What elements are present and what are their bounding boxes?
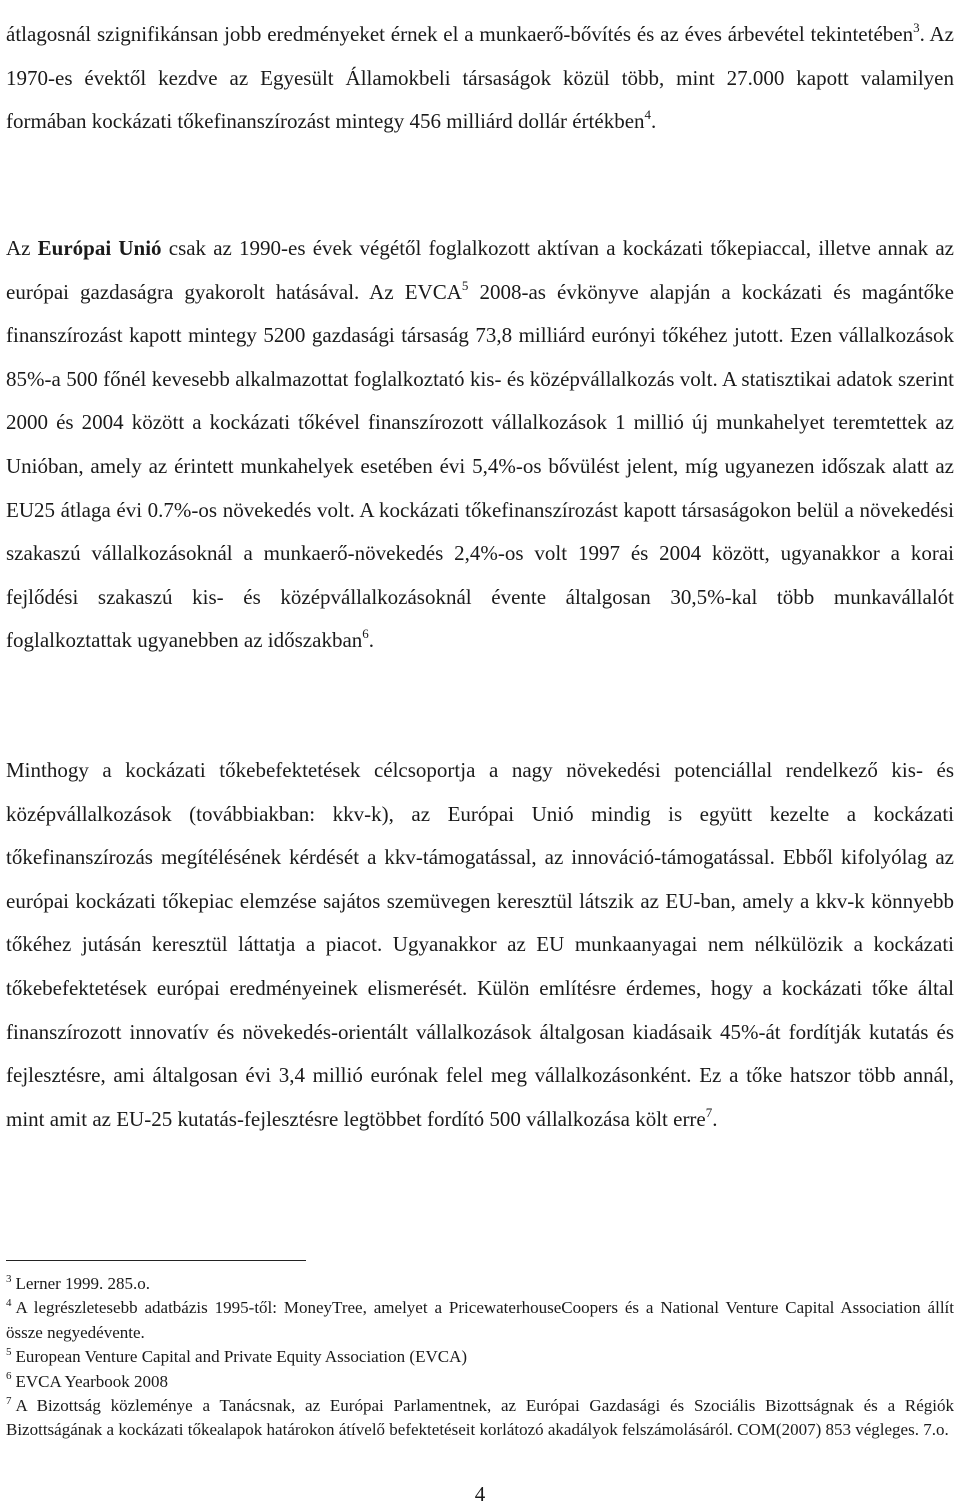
paragraph-kkv bbox=[6, 749, 954, 1141]
footnote-text: European Venture Capital and Private Equity Association (EVCA) bbox=[15, 1347, 468, 1367]
footnote-item bbox=[6, 1296, 954, 1345]
paragraph-text: . bbox=[368, 628, 375, 653]
footnote-number: 5 bbox=[6, 1346, 12, 1359]
footnotes bbox=[6, 1272, 954, 1443]
footnote-ref[interactable]: 4 bbox=[644, 107, 652, 123]
footnote-number: 4 bbox=[6, 1297, 12, 1310]
paragraph-text: Minthogy a kockázati tőkebefektetések célcsoportja a nagy növekedési potenciállal rendelkező kis- és középvállalkozások (továbbiakban: kkv-k), az Európai Unió mindig is együtt kezelte a kockázati tőkefinanszírozás megítélésének kérdését a kkv-támogatással, az innováció-támogatással. Ebből kifolyólag az európai kockázati tőkepiac elemzése sajátos szemüvegen keresztül látszik az EU-ban, amely a kkv-k könnyebb tőkéhez jutásán keresztül láttatja a piacot. Ugyanakkor az EU munkaanyagai nem nélkülözik a kockázati tőkebefektetések európai eredményeinek elismerését. Külön említésre érdemes, hogy a kockázati tőke által finanszírozott innovatív és növekedés-orientált vállalkozások általgosan kiadásaik 45%-át fordítják kutatás és fejlesztésre, ami általgosan évi 3,4 millió eurónak felel meg vállalkozásonként. Ez a tőke hatszor több annál, mint amit az EU-25 kutatás-fejlesztésre legtöbbet fordító 500 vállalkozása költ erre bbox=[6, 758, 954, 1131]
footnote-item bbox=[6, 1272, 954, 1296]
footnote-text: A legrészletesebb adatbázis 1995-től: MoneyTree, amelyet a PricewaterhouseCoopers és a National Venture Capital Association állít össze negyedévente. bbox=[6, 1298, 954, 1342]
page-number: 4 bbox=[474, 1482, 486, 1506]
paragraph-text: átlagosnál szignifikánsan jobb eredményeket érnek el a munkaerő-bővítés és az éves árbevétel tekintetében bbox=[6, 22, 914, 46]
paragraph-text: csak az 1990-es évek végétől foglalkozott aktívan a kockázati tőkepiaccal, illetve annak az európai gazdaságra gyakorolt hatásával. Az EVCA bbox=[6, 236, 954, 304]
footnote-text: EVCA Yearbook 2008 bbox=[15, 1371, 169, 1391]
footnote-text: Lerner 1999. 285.o. bbox=[15, 1274, 151, 1293]
footnote-ref[interactable]: 6 bbox=[362, 626, 369, 642]
footnote-item bbox=[6, 1345, 954, 1369]
paragraph-text: 2008-as évkönyve alapján a kockázati és magántőke finanszírozást kapott mintegy 5200 gazdasági társaság 73,8 milliárd eurónyi tőkéhez jutott. Ezen vállalkozások 85%-a 500 főnél kevesebb alkalmazottat foglalkoztató kis- és középvállalkozás volt. A statisztikai adatok szerint 2000 és 2004 között a kockázati tőkével finanszírozott vállalkozások 1 millió új munkahelyet teremtettek az Unióban, amely az érintett munkahelyek esetében évi 5,4%-os bővülést jelent, míg ugyanezen időszak alatt az EU25 átlaga évi 0.7%-os növekedés volt. A kockázati tőkefinanszírozást kapott társaságokon belül a növekedési szakaszú vállalkozásoknál a munkaerő-növekedés 2,4%-os volt 1997 és 2004 között, ugyanakkor a korai fejlődési szakaszú kis- és középvállalkozásoknál évente általgosan 30,5%-kal több munkavállalót foglalkoztattak ugyanebben az időszakban bbox=[6, 279, 954, 653]
paragraph-text: . bbox=[651, 109, 657, 134]
footnote-text: A Bizottság közleménye a Tanácsnak, az Európai Parlamentnek, az Európai Gazdasági és Szociális Bizottságnak és a Régiók Bizottságának a kockázati tőkealapok határokon átívelő befektetéseit korlátozó akadályok felszámolásáról. COM(2007) 853 végleges. 7.o. bbox=[6, 1396, 954, 1440]
paragraph-text: . Az 1970-es évektől kezdve az Egyesült Államokbeli társaságok közül több, mint 27.000 kapott valamilyen formában kockázati tőkefinanszírozást mintegy 456 milliárd dollár értékben bbox=[6, 22, 955, 134]
paragraph-intro bbox=[6, 13, 954, 144]
footnote-number: 3 bbox=[6, 1272, 12, 1285]
bold-term: Európai Unió bbox=[37, 236, 162, 260]
paragraph-eu bbox=[6, 227, 954, 663]
footnote-number: 7 bbox=[6, 1394, 12, 1407]
footnote-ref[interactable]: 5 bbox=[461, 277, 469, 293]
footnote-ref[interactable]: 3 bbox=[913, 19, 920, 35]
footnote-number: 6 bbox=[6, 1370, 12, 1383]
paragraph-text: . bbox=[712, 1106, 718, 1131]
footnote-separator bbox=[6, 1260, 306, 1261]
footnote-item bbox=[6, 1394, 954, 1443]
footnote-item bbox=[6, 1370, 954, 1394]
paragraph-text: Az bbox=[6, 236, 38, 260]
footnote-ref[interactable]: 7 bbox=[705, 1104, 713, 1120]
